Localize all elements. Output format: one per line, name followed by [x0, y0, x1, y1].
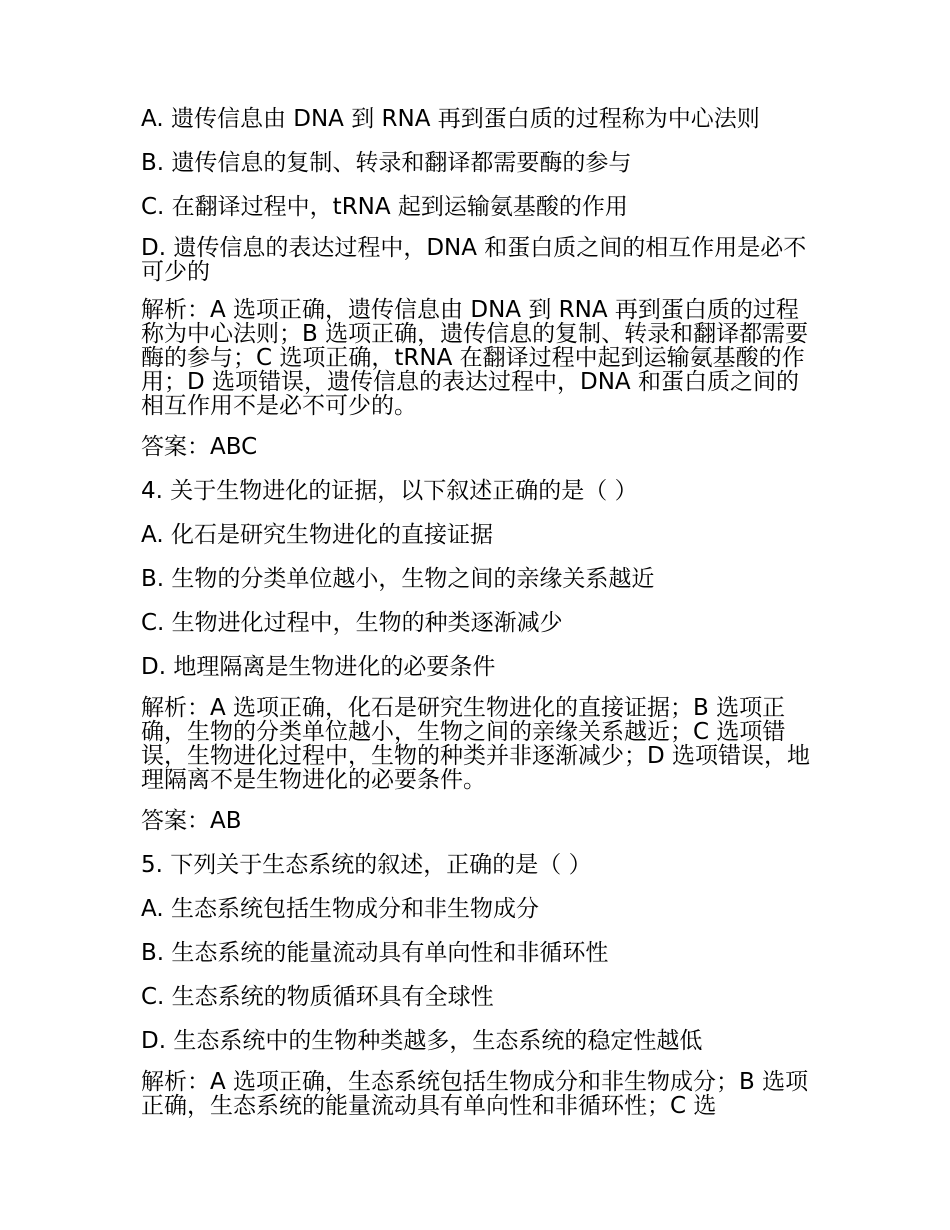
q4-option-c: C. 生物进化过程中，生物的种类逐渐减少 [141, 610, 563, 636]
q4-question: 4. 关于生物进化的证据，以下叙述正确的是（ ） [141, 478, 638, 504]
q3-option-d: D. 遗传信息的表达过程中，DNA 和蛋白质之间的相互作用是必不可少的 [141, 235, 807, 285]
q4-option-b: B. 生物的分类单位越小，生物之间的亲缘关系越近 [141, 566, 655, 592]
q3-option-b: B. 遗传信息的复制、转录和翻译都需要酶的参与 [141, 150, 632, 176]
q5-option-c: C. 生态系统的物质循环具有全球性 [141, 984, 494, 1010]
q3-analysis: 解析：A 选项正确，遗传信息由 DNA 到 RNA 再到蛋白质的过程称为中心法则；B 选项正确，遗传信息的复制、转录和翻译都需要酶的参与；C 选项正确，tRNA 在翻译过程中起到运输氨基酸的作用；D 选项错误，遗传信息的表达过程中，DNA 和蛋白质之间的相互作用不是必不可少的。 [141, 297, 809, 419]
q5-option-a: A. 生态系统包括生物成分和非生物成分 [141, 896, 539, 922]
q4-option-a: A. 化石是研究生物进化的直接证据 [141, 522, 493, 548]
q3-option-c: C. 在翻译过程中，tRNA 起到运输氨基酸的作用 [141, 194, 628, 220]
q5-option-b: B. 生态系统的能量流动具有单向性和非循环性 [141, 940, 609, 966]
q5-option-d: D. 生态系统中的生物种类越多，生态系统的稳定性越低 [141, 1028, 703, 1054]
q3-answer: 答案：ABC [141, 434, 258, 460]
q5-analysis: 解析：A 选项正确，生态系统包括生物成分和非生物成分；B 选项正确，生态系统的能量流动具有单向性和非循环性；C 选 [141, 1069, 809, 1119]
document-page [141, 104, 811, 1132]
q4-analysis: 解析：A 选项正确，化石是研究生物进化的直接证据；B 选项正确，生物的分类单位越小，生物之间的亲缘关系越近；C 选项错误，生物进化过程中，生物的种类并非逐渐减少；D 选项错误，地理隔离不是生物进化的必要条件。 [141, 695, 811, 793]
q4-option-d: D. 地理隔离是生物进化的必要条件 [141, 654, 496, 680]
q5-question: 5. 下列关于生态系统的叙述，正确的是（ ） [141, 852, 592, 878]
q3-option-a: A. 遗传信息由 DNA 到 RNA 再到蛋白质的过程称为中心法则 [141, 106, 760, 132]
q4-answer: 答案：AB [141, 808, 242, 834]
